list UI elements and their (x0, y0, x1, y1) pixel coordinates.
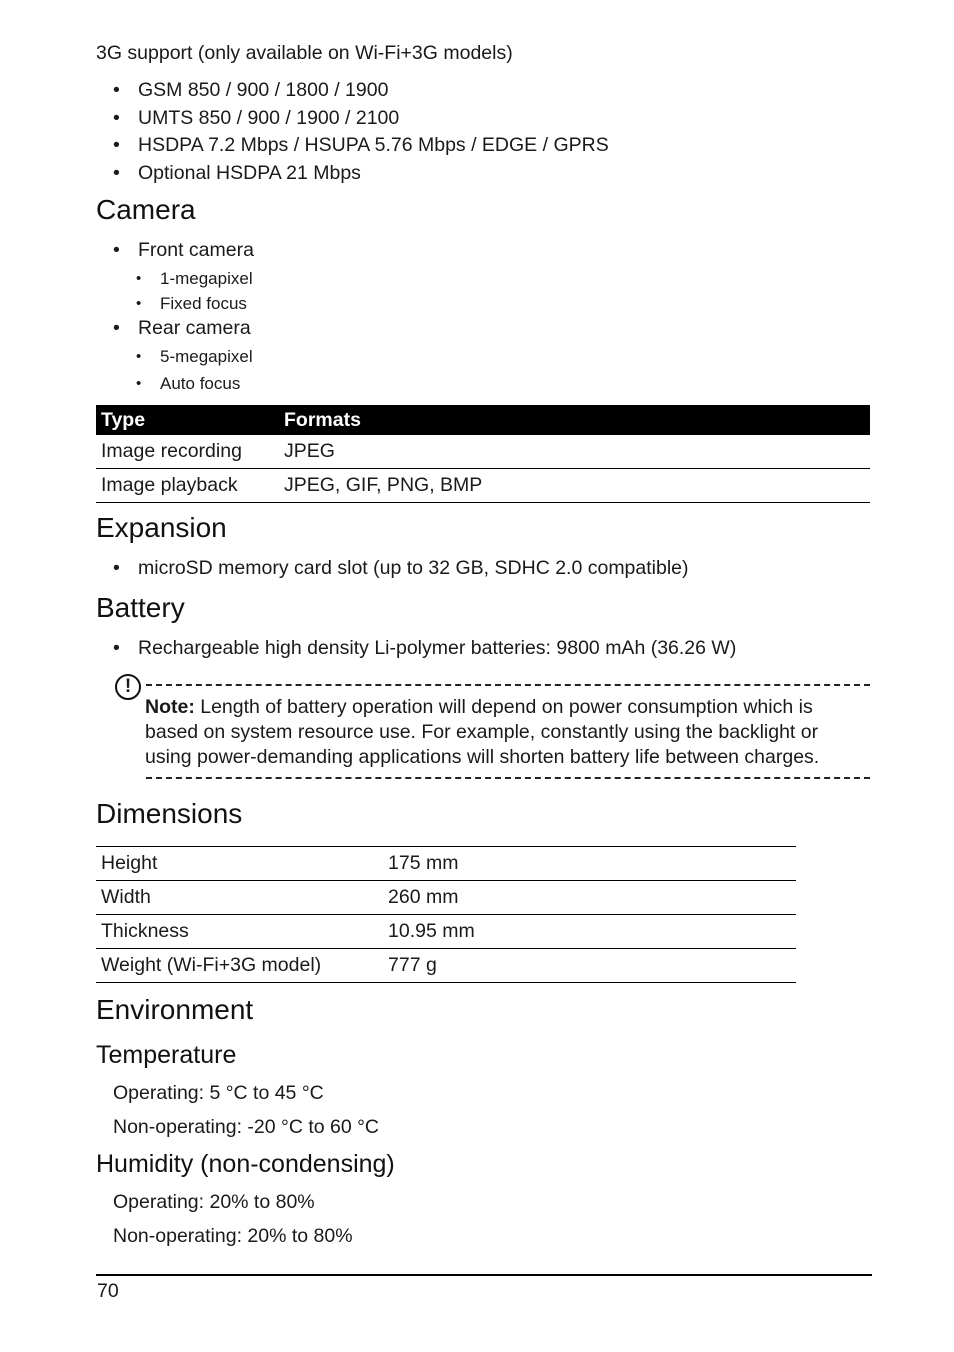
camera-rear-list (96, 316, 251, 340)
column-header: Formats (279, 405, 870, 435)
table-row (96, 469, 870, 503)
list-item: • 5-megapixel (96, 343, 253, 370)
g3-heading: 3G support (only available on Wi-Fi+3G models) (96, 42, 513, 64)
footer-rule (96, 1274, 872, 1276)
battery-list (96, 636, 736, 660)
temperature-heading: Temperature (96, 1041, 237, 1069)
note-divider-bottom (146, 777, 870, 779)
note-label: Note: (145, 696, 195, 718)
list-item: • Front camera (96, 238, 254, 262)
expansion-list (96, 556, 689, 580)
table-cell: Weight (Wi-Fi+3G model) (96, 949, 383, 983)
camera-front-sublist (96, 266, 253, 316)
page-number: 70 (97, 1280, 119, 1302)
table-row (96, 435, 870, 469)
temperature-non-operating: Non-operating: -20 °C to 60 °C (113, 1116, 379, 1138)
table-cell: 260 mm (383, 881, 796, 915)
table-cell: Width (96, 881, 383, 915)
table-cell: Image playback (96, 469, 279, 503)
temperature-operating: Operating: 5 °C to 45 °C (113, 1082, 324, 1104)
note-line: based on system resource use. For example, constantly using the backlight or (145, 721, 819, 743)
column-header: Type (96, 405, 279, 435)
humidity-non-operating: Non-operating: 20% to 80% (113, 1225, 353, 1247)
note-line: Note: Length of battery operation will depend on power consumption which is (145, 696, 813, 718)
table-row (96, 949, 796, 983)
table-cell: 175 mm (383, 847, 796, 881)
humidity-heading: Humidity (non-condensing) (96, 1150, 395, 1178)
note-text (145, 695, 819, 770)
table-header-row (96, 405, 870, 435)
dimensions-heading: Dimensions (96, 798, 243, 829)
camera-formats-table (96, 405, 870, 503)
list-item: • 1-megapixel (96, 266, 253, 291)
list-item: • Rear camera (96, 316, 251, 340)
table-row (96, 915, 796, 949)
humidity-operating: Operating: 20% to 80% (113, 1191, 315, 1213)
list-item: • Auto focus (96, 370, 253, 397)
table-cell: 777 g (383, 949, 796, 983)
g3-list (96, 77, 609, 187)
list-item: • HSDPA 7.2 Mbps / HSUPA 5.76 Mbps / EDGE / GPRS (96, 132, 609, 160)
note-line: using power-demanding applications will shorten battery life between charges. (145, 746, 820, 768)
exclamation-circle-icon (115, 674, 141, 700)
list-item: • GSM 850 / 900 / 1800 / 1900 (96, 77, 609, 105)
list-item: • Optional HSDPA 21 Mbps (96, 160, 609, 188)
list-item: • Fixed focus (96, 291, 253, 316)
table-cell: Height (96, 847, 383, 881)
camera-rear-sublist (96, 343, 253, 397)
note-divider-top (146, 684, 870, 686)
battery-heading: Battery (96, 592, 185, 623)
table-cell: JPEG (279, 435, 870, 469)
table-cell: 10.95 mm (383, 915, 796, 949)
list-item: • microSD memory card slot (up to 32 GB, SDHC 2.0 compatible) (96, 556, 689, 580)
list-item: • Rechargeable high density Li-polymer batteries: 9800 mAh (36.26 W) (96, 636, 736, 660)
camera-front-list (96, 238, 254, 262)
list-item: • UMTS 850 / 900 / 1900 / 2100 (96, 105, 609, 133)
camera-heading: Camera (96, 194, 196, 225)
table-cell: Image recording (96, 435, 279, 469)
dimensions-table (96, 846, 796, 983)
table-row (96, 881, 796, 915)
table-row (96, 847, 796, 881)
environment-heading: Environment (96, 994, 254, 1025)
expansion-heading: Expansion (96, 512, 227, 543)
table-cell: JPEG, GIF, PNG, BMP (279, 469, 870, 503)
table-cell: Thickness (96, 915, 383, 949)
